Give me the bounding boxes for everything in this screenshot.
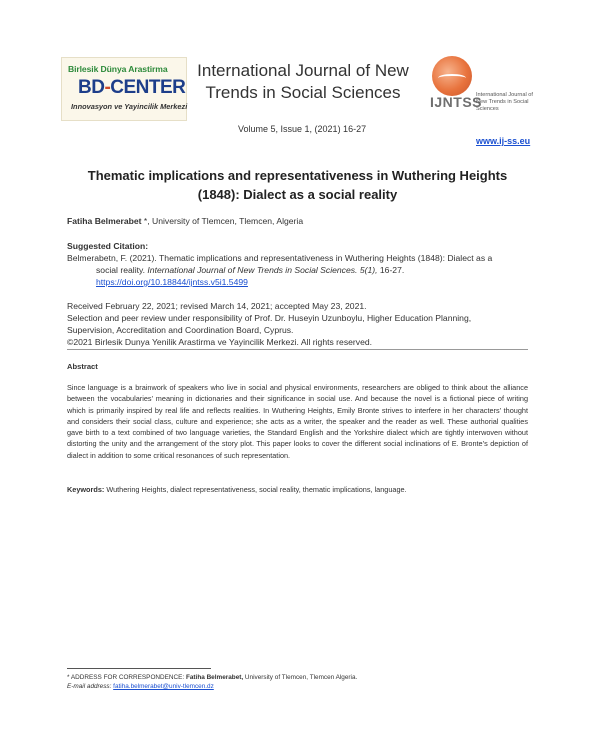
divider bbox=[67, 349, 528, 350]
ijntss-logo-text: International Journal of New Trends in Social Sciences bbox=[476, 92, 533, 112]
selection-line-1: Selection and peer review under responsibility of Prof. Dr. Huseyin Uzunboylu, Higher Education Planning, bbox=[67, 313, 472, 323]
keywords: Keywords: Wuthering Heights, dialect representativeness, social reality, thematic implications, language. bbox=[67, 485, 407, 494]
ijntss-logo-name: IJNTSS bbox=[430, 94, 483, 110]
selection-line-2: Supervision, Accreditation and Coordination Board, Cyprus. bbox=[67, 325, 294, 335]
copyright-notice: ©2021 Birlesik Dunya Yenilik Arastirma ve Yayincilik Merkezi. All rights reserved. bbox=[67, 337, 373, 347]
bd-center-logo bbox=[61, 57, 187, 121]
author-name: Fatiha Belmerabet bbox=[67, 216, 142, 226]
abstract-body: Since language is a brainwork of speakers who live in social and physical environments, researchers are obliged to think about the alliance between the vocabularies’ meaning in dictionaries and their significance in social use. And because the novel is a fictional piece of writing which is primarily inspired by real life and reflects realities. In Wuthering Heights, Emily Bronte strives to interfere in her characters’ thought and considers their social class, culture and experience; she acts as a writer, the speaker and the reader as well. These authorial qualities gave birth to a text combined of two language varieties, the Standard English and the Yorkshire dialect which are tightly interwoven without distorting the unity and the arrangement of the story plot. This paper looks to cover the different social inclinations of E. Bronte’s depiction of dialect in addition to some critical resonances of such representation. bbox=[67, 383, 528, 460]
received-dates: Received February 22, 2021; revised March 14, 2021; accepted May 23, 2021. bbox=[67, 301, 367, 311]
article-title: Thematic implications and representativeness in Wuthering Heights (1848): Dialect as a social reality bbox=[87, 168, 508, 202]
citation-line-1: Belmerabetn, F. (2021). Thematic implications and representativeness in Wuthering Heights (1848): Dialect as a bbox=[67, 253, 493, 263]
bd-logo-top-text: Birlesik Dünya Arastirma bbox=[68, 64, 168, 74]
globe-icon bbox=[432, 56, 472, 96]
journal-title: International Journal of New Trends in Social Sciences bbox=[197, 61, 409, 102]
footnote-divider bbox=[67, 668, 211, 669]
bd-logo-main-text: BD-CENTER bbox=[78, 77, 186, 98]
footnote-email: E-mail address: fatiha.belmerabet@univ-tlemcen.dz bbox=[67, 683, 214, 690]
abstract-heading: Abstract bbox=[67, 362, 98, 371]
citation-heading: Suggested Citation: bbox=[67, 241, 149, 251]
citation-doi-link[interactable]: https://doi.org/10.18844/ijntss.v5i1.5499 bbox=[96, 277, 248, 287]
keywords-label: Keywords: bbox=[67, 485, 105, 494]
author-line: Fatiha Belmerabet *, University of Tlemcen, Tlemcen, Algeria bbox=[67, 216, 304, 226]
volume-info: Volume 5, Issue 1, (2021) 16-27 bbox=[238, 124, 367, 134]
footnote-address: * ADDRESS FOR CORRESPONDENCE: Fatiha Belmerabet, University of Tlemcen, Tlemcen Algeria. bbox=[67, 674, 358, 681]
bd-logo-sub-text: Innovasyon ve Yayincilik Merkezi bbox=[71, 102, 188, 111]
ijntss-logo bbox=[424, 56, 542, 122]
journal-url-link[interactable]: www.ij-ss.eu bbox=[476, 136, 531, 146]
citation-line-2: social reality. International Journal of New Trends in Social Sciences. 5(1), 16-27. bbox=[96, 265, 405, 275]
email-link[interactable]: fatiha.belmerabet@univ-tlemcen.dz bbox=[113, 683, 214, 690]
